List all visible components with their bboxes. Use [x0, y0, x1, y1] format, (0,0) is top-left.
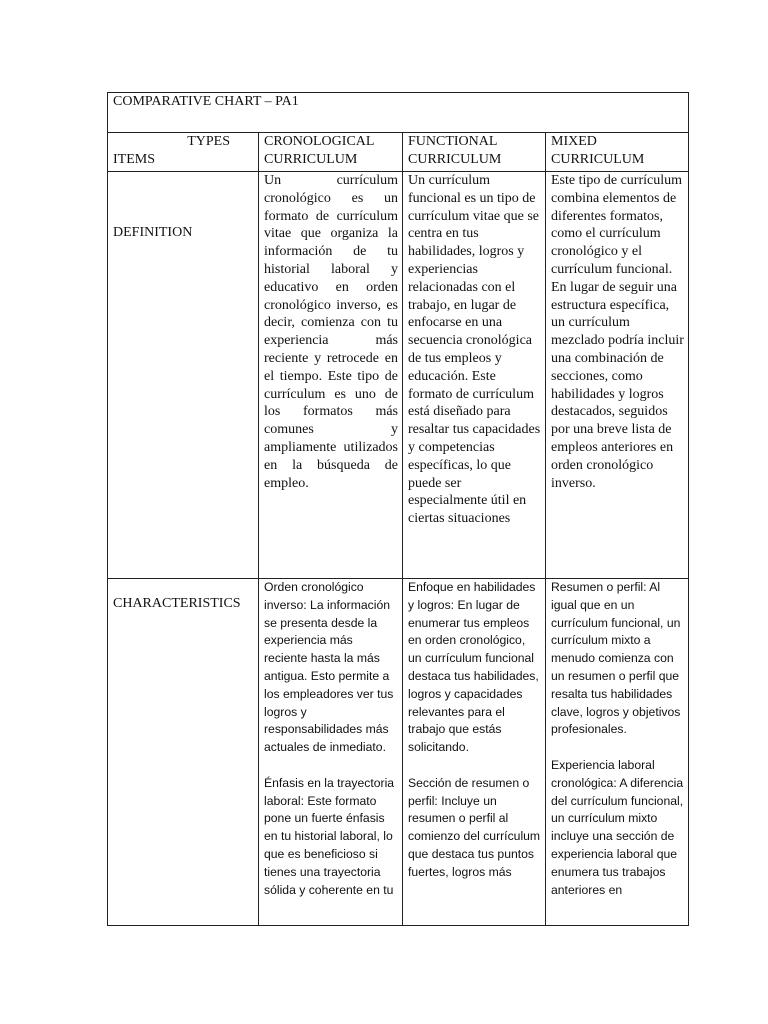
characteristics-label: CHARACTERISTICS [113, 596, 241, 611]
mixed-paragraph-1: Resumen o perfil: Al igual que en un currículum funcional, un currículum mixto a menudo comienza con un resumen o perfil que resalta tus habilidades clave, logros y objetivos profesionales. [551, 580, 681, 737]
characteristics-row [108, 579, 689, 926]
header-row [108, 133, 689, 172]
characteristics-mixed [546, 579, 689, 926]
definition-label-cell [108, 172, 259, 579]
definition-chronological: Un currículum cronológico es un formato de currículum vitae que organiza la información de tu historial laboral y educativo en orden cronológico inverso, es decir, comienza con tu experiencia más reciente y retrocede en el tiempo. Este tipo de currículum es uno de los formatos más comunes y ampliamente utilizados en la búsqueda de empleo. [259, 172, 403, 579]
chart-title: COMPARATIVE CHART – PA1 [108, 93, 689, 133]
chronological-paragraph-2: Énfasis en la trayectoria laboral: Este formato pone un fuerte énfasis en tu historial laboral, lo que es beneficioso si tienes una trayectoria sólida y coherente en tu [264, 775, 395, 897]
header-corner-cell [108, 133, 259, 172]
header-chronological: CRONOLOGICAL CURRICULUM [259, 133, 403, 172]
items-label: ITEMS [113, 151, 155, 167]
header-functional: FUNCTIONAL CURRICULUM [403, 133, 546, 172]
types-label: TYPES [187, 134, 230, 149]
header-mixed: MIXED CURRICULUM [546, 133, 689, 172]
mixed-paragraph-2: Experiencia laboral cronológica: A diferencia del currículum funcional, un currículum mixto incluye una sección de experiencia laboral que enumera tus trabajos anteriores en [551, 757, 684, 897]
characteristics-label-cell [108, 579, 259, 926]
functional-paragraph-1: Enfoque en habilidades y logros: En lugar de enumerar tus empleos en orden cronológico, un currículum funcional destaca tus habilidades, logros y capacidades relevantes para el trabajo que estás solicitando. [408, 580, 539, 755]
characteristics-chronological [259, 579, 403, 926]
comparative-chart-table [107, 92, 689, 926]
functional-paragraph-2: Sección de resumen o perfil: Incluye un resumen o perfil al comienzo del currículum que destaca tus puntos fuertes, logros más [408, 775, 541, 879]
characteristics-functional [403, 579, 546, 926]
title-row [108, 93, 689, 133]
definition-mixed: Este tipo de currículum combina elementos de diferentes formatos, como el currículum cronológico y el currículum funcional. En lugar de seguir una estructura específica, un currículum mezclado podría incluir una combinación de secciones, como habilidades y logros destacados, seguidos por una breve lista de empleos anteriores en orden cronológico inverso. [546, 172, 689, 579]
definition-label: DEFINITION [113, 225, 193, 240]
definition-functional: Un currículum funcional es un tipo de currículum vitae que se centra en tus habilidades, logros y experiencias relacionadas con el trabajo, en lugar de enfocarse en una secuencia cronológica de tus empleos y educación. Este formato de currículum está diseñado para resaltar tus capacidades y competencias específicas, lo que puede ser especialmente útil en ciertas situaciones [403, 172, 546, 579]
chronological-paragraph-1: Orden cronológico inverso: La información se presenta desde la experiencia más reciente hasta la más antigua. Esto permite a los empleadores ver tus logros y responsabilidades más actuales de inmediato. [264, 580, 394, 755]
definition-row [108, 172, 689, 579]
